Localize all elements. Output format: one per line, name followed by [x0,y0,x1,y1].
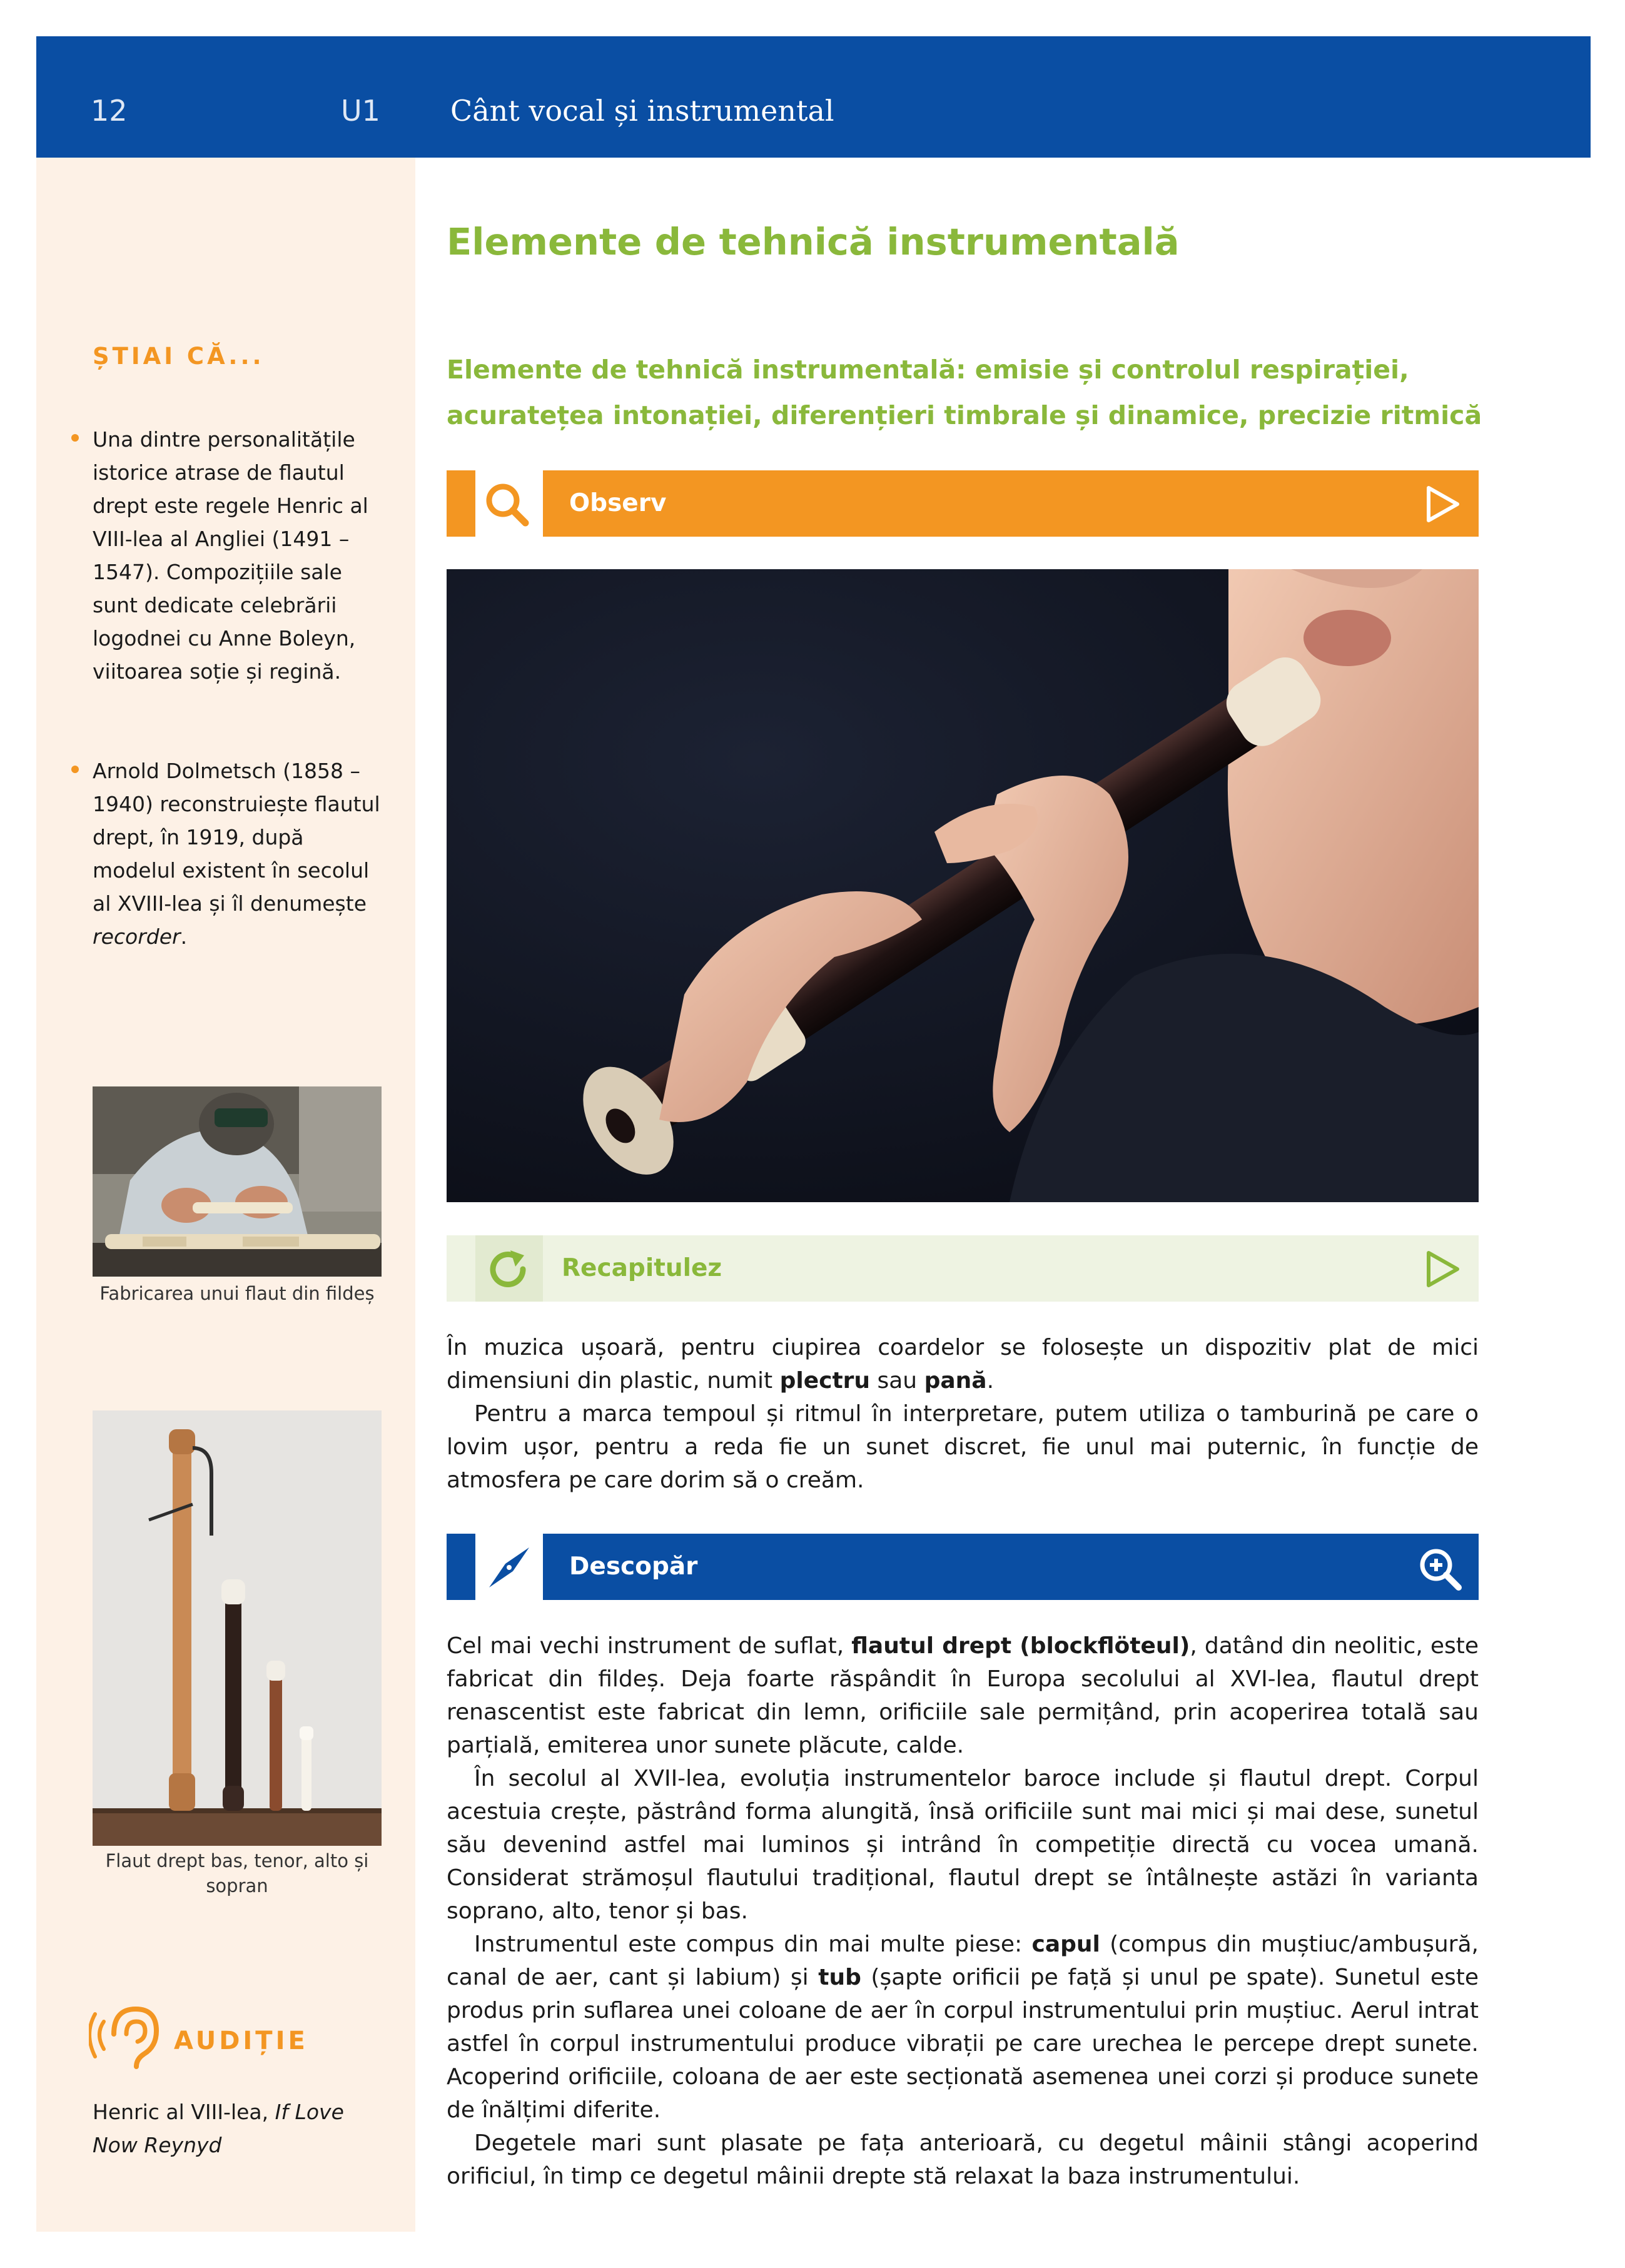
fact-item: Arnold Dolmetsch (1858 – 1940) reconstruiește flautul drept, în 1919, după modelul existent în secolul al XVIII-lea și îl denumește recorder. [93,754,393,953]
observe-label: Observ [569,489,667,517]
photo-caption: Flaut drept bas, tenor, alto și sopran [105,1850,369,1896]
unit-label: U1 [341,94,380,128]
zoom-in-icon[interactable] [1416,1545,1464,1592]
play-icon[interactable] [1422,484,1462,524]
observe-section-bar [447,470,1479,537]
audition-piece: Henric al VIII-lea, If Love Now Reynyd [93,2100,344,2157]
did-you-know-heading: ȘTIAI CĂ... [93,343,265,370]
play-icon[interactable] [1422,1249,1462,1289]
discover-section-bar [447,1534,1479,1600]
chapter-title: Cânt vocal și instrumental [450,94,834,128]
compass-icon [485,1544,533,1591]
ear-icon [89,1997,165,2074]
discover-text: Cel mai vechi instrument de suflat, flautul drept (blockflöteul), datând din neolitic, este fabricat din fildeș. Deja foarte răspândit în Europa secolului al XVI-lea, flautul drept renascentist este fabricat din lemn, orificiile sale permițând, prin acoperirea totală sau parțială, emiterea unor sunete plăcute, calde. În secolul al XVII-lea, evoluția instrumentelor baroce include și flautul drept. Corpul acestuia crește, păstrând forma alungită, însă orificiile sunt mai mici și mai dese, sunetul său devenind astfel mai luminos și intrând în competiție directă cu vocea umană. Considerat strămoșul flautului tradițional, flautul drept se întâlnește astăzi în varianta soprano, alto, tenor și bas. Instrumentul este compus din mai multe piese: capul (compus din muștiuc/ambușură, canal de aer, cant și labium) și tub (șapte orificii pe față și unul pe spate). Sunetul este produs prin suflarea unei coloane de aer în corpul instrumentului prin muștiuc. Aerul intrat astfel în corpul instrumentului produce vibrații pe care urechea le percepe drept sunete. Acoperind orificiile, coloana de aer este secționată asemenea unei corzi și produce sunete de înălțimi diferite. Degetele mari sunt plasate pe fața anterioară, cu degetul mâinii stângi acoperind orificiul, în timp ce degetul mâinii drepte stă relaxat la baza instrumentului. [447,1633,1479,2189]
page-number: 12 [91,94,128,128]
recorder-player-photo [447,569,1479,1202]
lesson-subtitle: Elemente de tehnică instrumentală: emisie și controlul respirației, acuratețea intonației, diferențieri timbrale și dinamice, precizie ritmică [447,355,1482,430]
photo-caption: Fabricarea unui flaut din fildeș [99,1283,375,1304]
review-label: Recapitulez [562,1254,722,1282]
discover-label: Descopăr [569,1552,698,1581]
recorder-family-photo [93,1410,382,1846]
bullet-icon [71,434,79,442]
review-text: În muzica ușoară, pentru ciupirea coardelor se folosește un dispozitiv plat de mici dimensiuni din plastic, numit plectru sau pană. Pentru a marca tempoul și ritmul în interpretare, putem utiliza o tamburină pe care o lovim ușor, pentru a reda fie un sunet discret, fie unul mai puternic, în funcție de atmosfera pe care dorim să o creăm. [447,1335,1479,1493]
ivory-flute-making-photo [93,1086,382,1277]
magnifier-icon [483,480,533,528]
refresh-icon [485,1247,533,1292]
bullet-icon [71,766,79,773]
audition-heading: AUDIȚIE [174,2027,308,2055]
lesson-title: Elemente de tehnică instrumentală [447,220,1180,263]
review-section-bar [447,1235,1479,1302]
fact-item: Una dintre personalitățile istorice atrase de flautul drept este regele Henric al VIII-lea al Angliei (1491 – 1547). Compozițiile sale sunt dedicate celebrării logodnei cu Anne Boleyn, viitoarea soție și regină. [93,423,393,688]
